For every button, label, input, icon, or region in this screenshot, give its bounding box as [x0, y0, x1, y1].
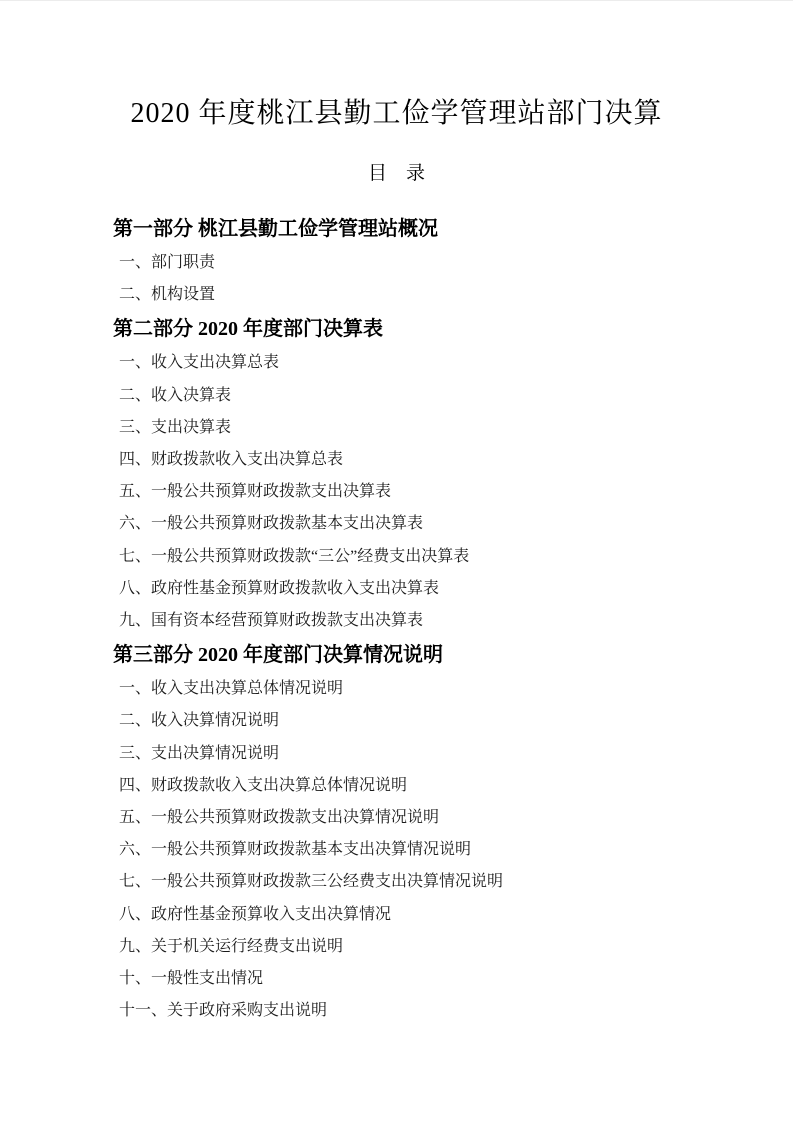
toc-item: 九、关于机关运行经费支出说明: [119, 937, 344, 955]
section-3-heading: 第三部分 2020 年度部门决算情况说明: [113, 644, 443, 667]
toc-item: 六、一般公共预算财政拨款基本支出决算表: [119, 515, 424, 533]
section-2-heading: 第二部分 2020 年度部门决算表: [113, 318, 383, 341]
toc-item: 八、政府性基金预算收入支出决算情况: [119, 905, 392, 923]
toc-item: 五、一般公共预算财政拨款支出决算表: [119, 483, 392, 501]
toc-item: 五、一般公共预算财政拨款支出决算情况说明: [119, 809, 440, 827]
toc-item: 七、一般公共预算财政拨款三公经费支出决算情况说明: [119, 873, 504, 891]
toc-item: 七、一般公共预算财政拨款“三公”经费支出决算表: [119, 547, 470, 565]
toc-item: 一、收入支出决算总表: [119, 354, 280, 372]
toc-item: 一、收入支出决算总体情况说明: [119, 680, 344, 698]
section-1-heading: 第一部分 桃江县勤工俭学管理站概况: [113, 218, 438, 240]
toc-title: 目 录: [367, 163, 425, 184]
toc-item: 十一、关于政府采购支出说明: [119, 1002, 328, 1020]
table-of-contents: [0, 211, 793, 1027]
toc-item: 三、支出决算情况说明: [119, 744, 280, 762]
toc-item: 一、部门职责: [119, 254, 216, 271]
toc-item: 六、一般公共预算财政拨款基本支出决算情况说明: [119, 841, 472, 859]
toc-item: 二、收入决算表: [119, 386, 232, 404]
toc-item: 八、政府性基金预算财政拨款收入支出决算表: [119, 579, 440, 597]
toc-item: 二、机构设置: [119, 286, 216, 304]
toc-item: 十、一般性支出情况: [119, 970, 264, 988]
document-title: 2020 年度桃江县勤工俭学管理站部门决算: [130, 98, 663, 129]
toc-item: 九、国有资本经营预算财政拨款支出决算表: [119, 612, 424, 630]
toc-item: 二、收入决算情况说明: [119, 712, 280, 730]
toc-item: 三、支出决算表: [119, 418, 232, 436]
toc-item: 四、财政拨款收入支出决算总表: [119, 451, 344, 469]
toc-item: 四、财政拨款收入支出决算总体情况说明: [119, 776, 408, 794]
